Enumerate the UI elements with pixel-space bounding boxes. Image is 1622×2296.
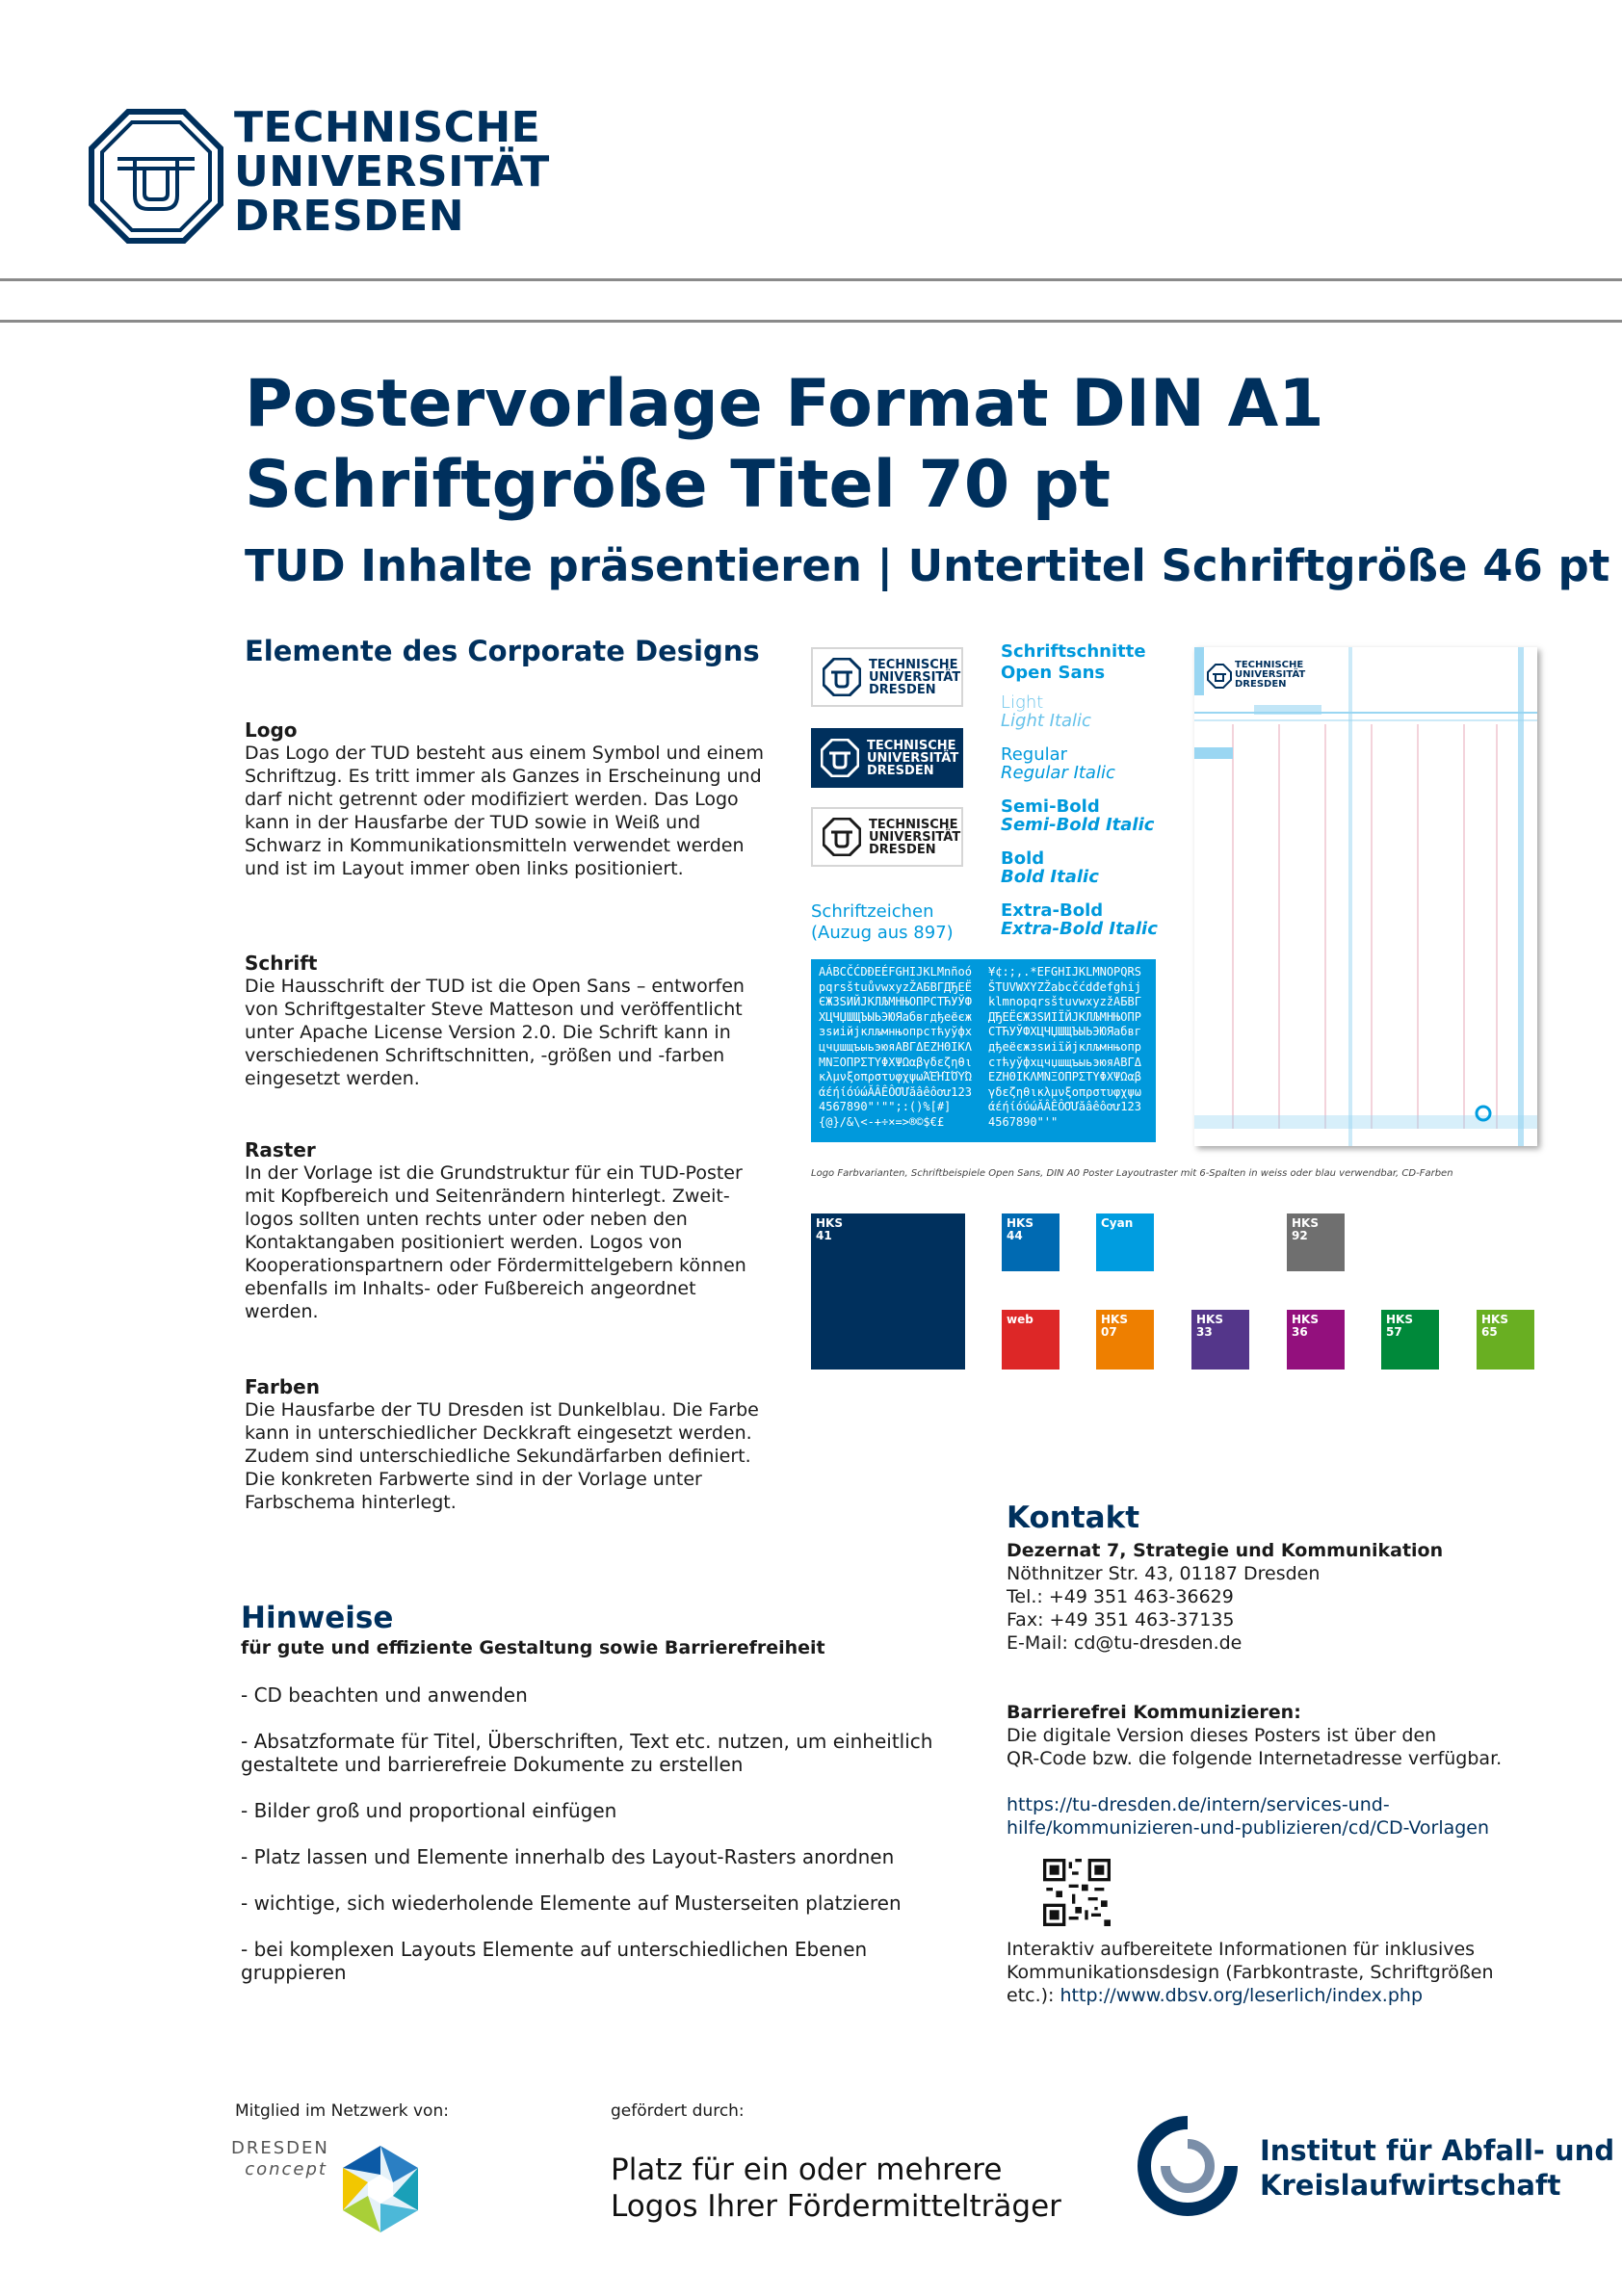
hint-item: - CD beachten und anwenden <box>241 1683 528 1707</box>
poster-subtitle: TUD Inhalte präsentieren | Untertitel Schriftgröße 46 pt <box>245 540 1610 591</box>
block-farben-text: Die Hausfarbe der TU Dresden ist Dunkelblau. Die Farbe kann in unterschiedlicher Deckkraft eingesetzt werden. Zudem sind unterschiedliche Sekundärfarben definiert. Die konkreten Farbwerte sind in der Vorlage unter Farbschema hinterlegt. <box>245 1399 759 1513</box>
contact-email[interactable]: E-Mail: cd@tu-dresden.de <box>1007 1632 1243 1654</box>
block-logo-head: Logo <box>245 718 298 742</box>
swatch-label: HKS 41 <box>816 1216 843 1242</box>
font-regular: Regular <box>1001 744 1068 765</box>
accessibility-text-2: QR-Code bzw. die folgende Internetadresse verfügbar. <box>1007 1748 1503 1769</box>
hint-item: - Bilder groß und proportional einfügen <box>241 1799 617 1822</box>
contact-address: Nöthnitzer Str. 43, 01187 Dresden <box>1007 1563 1321 1584</box>
tud-logo-small-icon <box>823 818 861 856</box>
figure-caption: Logo Farbvarianten, Schriftbeispiele Open Sans, DIN A0 Poster Layoutraster mit 6-Spalten in weiss oder blau verwendbar, CD-Farben <box>811 1168 1453 1179</box>
header-rule-top <box>0 278 1622 281</box>
tud-logo-small-icon <box>821 739 859 777</box>
dbsv-link[interactable]: http://www.dbsv.org/leserlich/index.php <box>1060 1985 1424 2006</box>
block-raster <box>245 1138 765 1323</box>
sponsor-logo-placeholder: Platz für ein oder mehrere Logos Ihrer Fördermittelträger <box>611 2152 1061 2224</box>
inclusive-info-1: Interaktiv aufbereitete Informationen für inklusives <box>1007 1939 1476 1960</box>
funded-label: gefördert durch: <box>611 2101 745 2121</box>
block-schrift-text: Die Hausschrift der TUD ist die Open Sans – entworfen von Schriftgestalter Steve Matteson und veröffentlicht unter Apache License Version 2.0. Die Schrift kann in verschiedenen Schriftschnitten, -größen und -farben eingesetzt werden. <box>245 976 745 1089</box>
accessibility-text-1: Die digitale Version dieses Posters ist über den <box>1007 1725 1437 1746</box>
block-schrift <box>245 952 765 1090</box>
inclusive-info-block <box>1007 1938 1494 2007</box>
inclusive-info-3: etc.): <box>1007 1985 1055 2006</box>
block-raster-text: In der Vorlage ist die Grundstruktur für ein TUD-Poster mit Kopfbereich und Seitenrändern hinterlegt. Zweit-logos sollten unten rechts unter oder neben den Kontaktangaben positioniert werden. Logos von Kooperationspartnern oder Fördermittelgebern können ebenfalls im Inhalts- oder Fußbereich angeordnet werden. <box>245 1162 746 1322</box>
font-semibold: Semi-Bold <box>1001 796 1100 817</box>
poster-title: Postervorlage Format DIN A1 Schriftgröße Titel 70 pt <box>245 366 1324 523</box>
dresden-concept-logo-icon <box>335 2144 426 2234</box>
block-logo <box>245 718 765 880</box>
swatch-hks-44 <box>1002 1213 1060 1271</box>
layout-grid-thumbnail <box>1194 647 1537 1146</box>
swatch-hks-33 <box>1191 1310 1249 1370</box>
swatch-hks-92 <box>1287 1213 1345 1271</box>
contact-heading: Kontakt <box>1007 1500 1140 1535</box>
swatch-label: HKS 65 <box>1481 1313 1508 1339</box>
swatch-hks-65 <box>1477 1310 1534 1370</box>
block-schrift-head: Schrift <box>245 952 318 975</box>
font-light-italic: Light Italic <box>1001 711 1091 731</box>
swatch-label: HKS 92 <box>1292 1216 1319 1242</box>
font-light: Light <box>1001 692 1044 713</box>
font-bold-italic: Bold Italic <box>1001 867 1099 887</box>
block-logo-text: Das Logo der TUD besteht aus einem Symbol und einem Schriftzug. Es tritt immer als Ganzes in Erscheinung und darf nicht getrennt oder modifiziert werden. Das Logo kann in der Hausfarbe der TUD sowie in Weiß und Schwarz in Kommunikationsmitteln verwendet werden und ist im Layout immer oben links positioniert. <box>245 743 764 879</box>
fonts-heading: Schriftschnitte Open Sans <box>1001 641 1146 683</box>
contact-fax: Fax: +49 351 463-37135 <box>1007 1609 1235 1631</box>
thumb-logo-text: TECHNISCHE UNIVERSITÄT DRESDEN <box>1235 660 1306 690</box>
font-regular-italic: Regular Italic <box>1001 763 1115 783</box>
qr-code-icon[interactable] <box>1043 1859 1111 1926</box>
swatch-hks-36 <box>1287 1310 1345 1370</box>
swatch-label: web <box>1007 1313 1033 1326</box>
header-rule-bottom <box>0 320 1622 323</box>
swatch-label: Cyan <box>1101 1216 1134 1230</box>
glyph-sample-left: AÁBCČĆDĐEÉFGHIJKLMnñoópqrsštuůvwxyzŽAБВГДЂЕЁЄЖЗЅИЙЈКЛЉМНЊОПРСТЋУЎФХЦЧЏШЩЪЫЬЭЮЯабвгдђеёєжзѕиійјклљмнњопрстћуўфхцчџшщъыьэюяΑΒΓΔΕΖΗΘΙΚΛΜΝΞΟΠΡΣΤΥΦΧΨΩαβγδεζηθικλμνξοπρστυφχψωΆΈΉΊΌΎΏάέήίόύώĂÂÊÔƠƯăâêôơư1234567890"'"";:()%[#]{@}/&\<-+÷×=>®©$€£ <box>819 965 972 1129</box>
logo-variant-white: TECHNISCHE UNIVERSITÄT DRESDEN <box>811 647 963 707</box>
chars-label: Schriftzeichen (Auzug aus 897) <box>811 901 954 943</box>
hints-list <box>241 1683 954 1984</box>
institute-logo-icon <box>1137 2115 1239 2217</box>
institute-name: Institut für Abfall- und Kreislaufwirtschaft <box>1260 2134 1615 2202</box>
contact-tel: Tel.: +49 351 463-36629 <box>1007 1586 1234 1607</box>
swatch-label: HKS 44 <box>1007 1216 1033 1242</box>
swatch-label: HKS 57 <box>1386 1313 1413 1339</box>
logo-variant-black: TECHNISCHE UNIVERSITÄT DRESDEN <box>811 807 963 867</box>
accessibility-heading: Barrierefrei Kommunizieren: <box>1007 1702 1301 1723</box>
glyph-sample-box <box>811 959 1156 1142</box>
accessibility-block <box>1007 1701 1502 1770</box>
swatch-cyan <box>1096 1213 1154 1271</box>
swatch-label: HKS 36 <box>1292 1313 1319 1339</box>
hint-item: - bei komplexen Layouts Elemente auf unterschiedlichen Ebenen gruppieren <box>241 1938 868 1984</box>
tud-logo-wordmark: TECHNISCHE UNIVERSITÄT DRESDEN <box>234 103 550 241</box>
hints-subheading: für gute und effiziente Gestaltung sowie Barrierefreiheit <box>241 1637 825 1658</box>
hint-item: - Platz lassen und Elemente innerhalb des Layout-Rasters anordnen <box>241 1845 895 1868</box>
swatch-hks-41 <box>811 1213 965 1370</box>
inclusive-info-2: Kommunikationsdesign (Farbkontraste, Schriftgrößen <box>1007 1962 1494 1983</box>
swatch-label: HKS 07 <box>1101 1313 1128 1339</box>
hint-item: - Absatzformate für Titel, Überschriften, Text etc. nutzen, um einheitlich gestaltete und barrierefreie Dokumente zu erstellen <box>241 1730 933 1776</box>
elements-heading: Elemente des Corporate Designs <box>245 635 760 667</box>
tud-logo-small-icon <box>823 658 861 696</box>
font-style-list <box>1001 693 1158 938</box>
block-raster-head: Raster <box>245 1138 316 1161</box>
hints-heading: Hinweise <box>241 1601 394 1635</box>
dresden-concept-text: DRESDEN concept <box>231 2138 329 2179</box>
cd-templates-link[interactable]: https://tu-dresden.de/intern/services-und- hilfe/kommunizieren-und-publizieren/cd/CD-Vorlagen <box>1007 1794 1490 1839</box>
swatch-label: HKS 33 <box>1196 1313 1223 1339</box>
layout-grid-drawing <box>1194 647 1537 1146</box>
block-farben-head: Farben <box>245 1375 320 1398</box>
contact-block <box>1007 1539 1443 1655</box>
swatch-hks-07 <box>1096 1310 1154 1370</box>
font-extrabold: Extra-Bold <box>1001 900 1104 921</box>
network-label: Mitglied im Netzwerk von: <box>235 2101 449 2121</box>
block-farben <box>245 1375 765 1514</box>
tud-logo-symbol-icon <box>89 109 223 244</box>
font-bold: Bold <box>1001 848 1045 869</box>
contact-org: Dezernat 7, Strategie und Kommunikation <box>1007 1540 1444 1561</box>
swatch-hks-57 <box>1381 1310 1439 1370</box>
glyph-sample-right: ¥¢:;,.*EFGHIJKLMNOPQRSŠTUVWXYZŽabcčćdđefghijklmnopqrsštuvwxyzžАБВГДЂЕЁЄЖЗЅИІЇЙЈКЛЉМНЊОПРСТЋУЎФХЦЧЏШЩЪЫЬЭЮЯабвгдђеёєжзѕиіїйјклљмнњопрстћуўфхцчџшщъыьэюяΑΒΓΔΕΖΗΘΙΚΛΜΝΞΟΠΡΣΤΥΦΧΨΩαβγδεζηθικλμνξοπρστυφχψωάέήίόύώĂÂÊÔƠƯăâêôơư1234567890"'" <box>988 965 1141 1129</box>
swatch-web <box>1002 1310 1060 1370</box>
font-extrabold-italic: Extra-Bold Italic <box>1001 919 1158 939</box>
logo-variant-blue: TECHNISCHE UNIVERSITÄT DRESDEN <box>811 728 963 788</box>
hint-item: - wichtige, sich wiederholende Elemente auf Musterseiten platzieren <box>241 1892 902 1915</box>
font-semibold-italic: Semi-Bold Italic <box>1001 815 1155 835</box>
